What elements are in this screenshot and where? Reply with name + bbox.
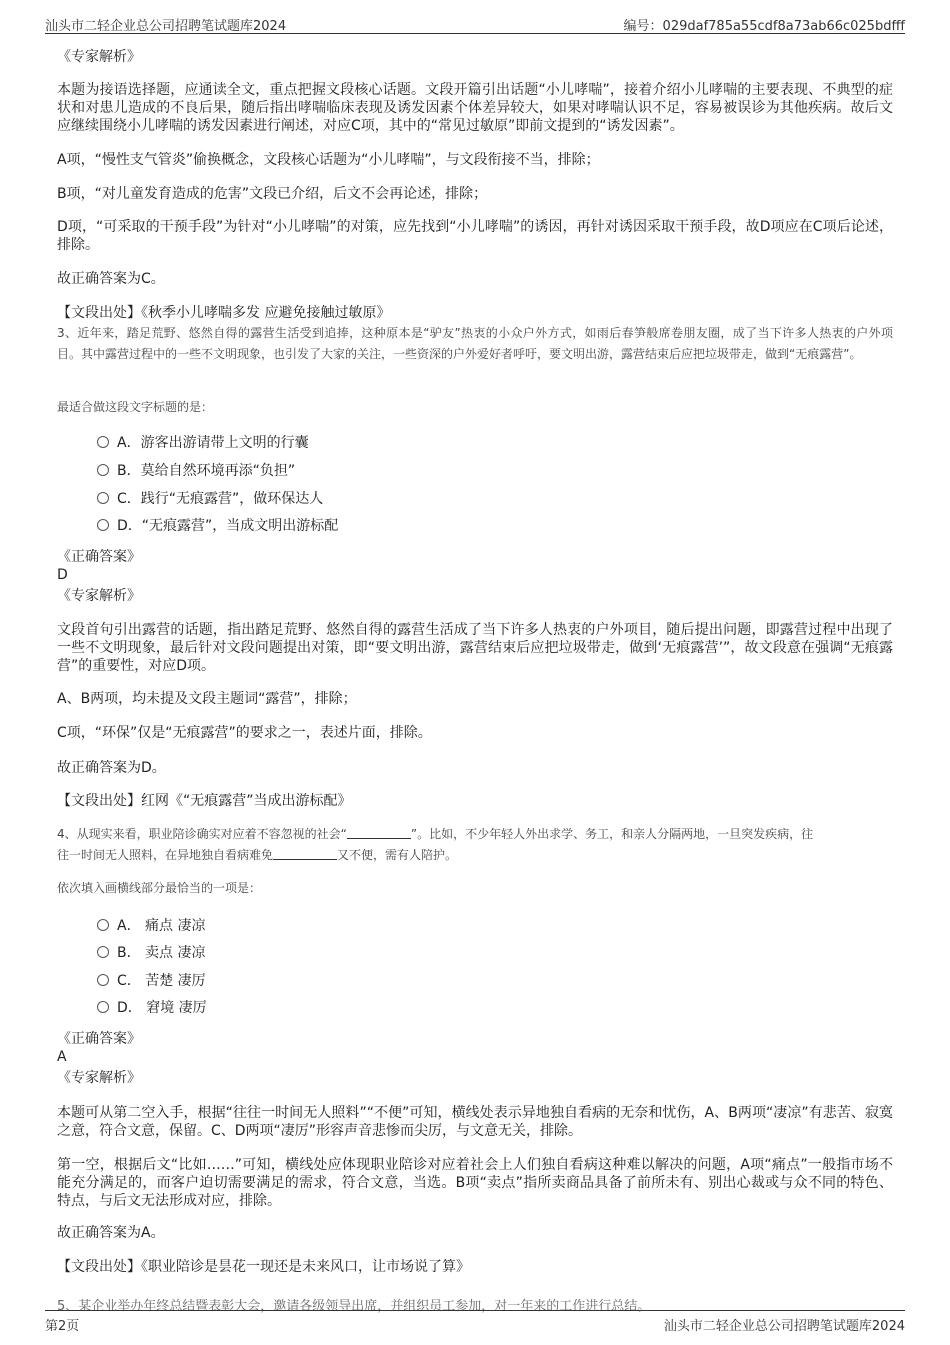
blank-line-2 [273,848,337,860]
footer-page-number: 第2页 [45,1319,80,1334]
page-footer [45,1310,905,1335]
q4-analysis-para-2: 第一空，根据后文“比如……”可知，横线处应体现职业陪诊对应着社会上人们独自看病这种难以解决的问题，A项“痛点”一般指市场不能充分满足的，而客户迫切需要满足的需求，符合文意，当选。B项“卖点”指所卖商品具备了前所未有、别出心裁或与众不同的特色、特点，与后文无法形成对应，排除。 [57,1157,893,1209]
q2-option-d-analysis: D项，“可采取的干预手段”为针对“小儿哮喘”的对策，应先找到“小儿哮喘”的诱因，再针对诱因采取干预手段，故D项应在C项后论述，排除。 [57,219,893,253]
radio-icon[interactable] [97,519,109,531]
q4-answer-label: 《正确答案》 [57,1031,141,1047]
q3-option-a[interactable]: A．游客出游请带上文明的行囊 [97,434,309,452]
q2-option-a-analysis: A项，“慢性支气管炎”偷换概念，文段核心话题为“小儿哮喘”，与文段衔接不当，排除； [57,152,600,168]
q4-expert-label: 《专家解析》 [57,1070,141,1086]
footer-doc-title: 汕头市二轻企业总公司招聘笔试题库2024 [663,1319,905,1334]
q2-conclusion: 故正确答案为C。 [57,271,165,287]
radio-icon[interactable] [97,974,109,986]
q3-option-ab-analysis: A、B两项，均未提及文段主题词“露营”，排除； [57,691,357,707]
radio-icon[interactable] [97,919,109,931]
q3-option-b[interactable]: B．莫给自然环境再添“负担” [97,462,295,480]
q4-answer: A [57,1049,67,1065]
q3-stem: 3、近年来，踏足荒野、悠然自得的露营生活受到追捧，这种原本是“驴友”热衷的小众户外方式，如雨后春笋般席卷朋友圈，成了当下许多人热衷的户外项目。其中露营过程中的一些不文明现象，也引发了大家的关注，一些资深的户外爱好者呼吁，要文明出游，露营结束后应把垃圾带走，做到“无痕露营”。 [57,326,893,361]
q4-option-a[interactable]: A． 痛点 凄凉 [97,917,205,935]
q4-prompt: 依次填入画横线部分最恰当的一项是： [57,881,262,895]
blank-line-1 [347,827,411,839]
q3-answer-label: 《正确答案》 [57,549,141,565]
radio-icon[interactable] [97,492,109,504]
q3-option-c-analysis: C项，“环保”仅是“无痕露营”的要求之一，表述片面，排除。 [57,725,432,741]
header-doc-id: 编号：029daf785a55cdf8a73ab66c025bdfff [623,19,905,34]
q4-conclusion: 故正确答案为A。 [57,1225,165,1241]
q4-analysis-para-1: 本题可从第二空入手，根据“往往一时间无人照料”“不便”可知，横线处表示异地独自看病的无奈和忧伤，A、B两项“凄凉”有悲苦、寂寞之意，符合文意，保留。C、D两项“凄厉”形容声音悲惨而尖厉，与文意无关，排除。 [57,1105,893,1139]
radio-icon[interactable] [97,1001,109,1013]
q4-option-c[interactable]: C． 苦楚 凄厉 [97,972,206,990]
q4-stem: 4、从现实来看，职业陪诊确实对应着不容忽视的社会“ ”。比如，不少年轻人外出求学、务工，和亲人分隔两地，一旦突发疾病，往 往一时间无人照料，在异地独自看病难免 又不便，需有人陪护。 [57,827,814,862]
q3-expert-label: 《专家解析》 [57,588,141,604]
q3-source: 【文段出处】红网《“无痕露营”当成出游标配》 [57,793,352,809]
radio-icon[interactable] [97,436,109,448]
q4-option-d[interactable]: D． 窘境 凄厉 [97,999,207,1017]
q2-analysis-para: 本题为接语选择题，应通读全文，重点把握文段核心话题。文段开篇引出话题“小儿哮喘”，接着介绍小儿哮喘的主要表现、不典型的症状和对患儿造成的不良后果，随后指出哮喘临床表现及诱发因素个体差异较大，如果对哮喘认识不足，容易被误诊为其他疾病。故后文应继续围绕小儿哮喘的诱发因素进行阐述，对应C项，其中的“常见过敏原”即前文提到的“诱发因素”。 [57,82,893,134]
q2-option-b-analysis: B项，“对儿童发育造成的危害”文段已介绍，后文不会再论述，排除； [57,186,488,202]
header-doc-title: 汕头市二轻企业总公司招聘笔试题库2024 [45,19,287,34]
q3-option-d[interactable]: D．“无痕露营”，当成文明出游标配 [97,517,338,535]
q5-cutoff-text: 5、某企业举办年终总结暨表彰大会，邀请各级领导出席，并组织员工参加，对一年来的工作进行总结。 [57,1299,651,1314]
page-header [45,13,905,34]
radio-icon[interactable] [97,946,109,958]
q2-source: 【文段出处】《秋季小儿哮喘多发 应避免接触过敏原》 [57,305,391,321]
q4-option-b[interactable]: B． 卖点 凄凉 [97,944,206,962]
q3-analysis-para: 文段首句引出露营的话题，指出踏足荒野、悠然自得的露营生活成了当下许多人热衷的户外项目，随后提出问题，即露营过程中出现了一些不文明现象，最后针对文段问题提出对策，即“要文明出游，露营结束后应把垃圾带走，做到‘无痕露营’”，故文段意在强调“无痕露营”的重要性，对应D项。 [57,622,893,674]
q2-expert-label: 《专家解析》 [57,49,141,65]
q3-answer: D [57,567,68,583]
q4-source: 【文段出处】《职业陪诊是昙花一现还是未来风口，让市场说了算》 [57,1259,470,1275]
q3-option-c[interactable]: C．践行“无痕露营”，做环保达人 [97,490,323,508]
q3-conclusion: 故正确答案为D。 [57,760,166,776]
radio-icon[interactable] [97,464,109,476]
q3-prompt: 最适合做这段文字标题的是： [57,400,214,414]
